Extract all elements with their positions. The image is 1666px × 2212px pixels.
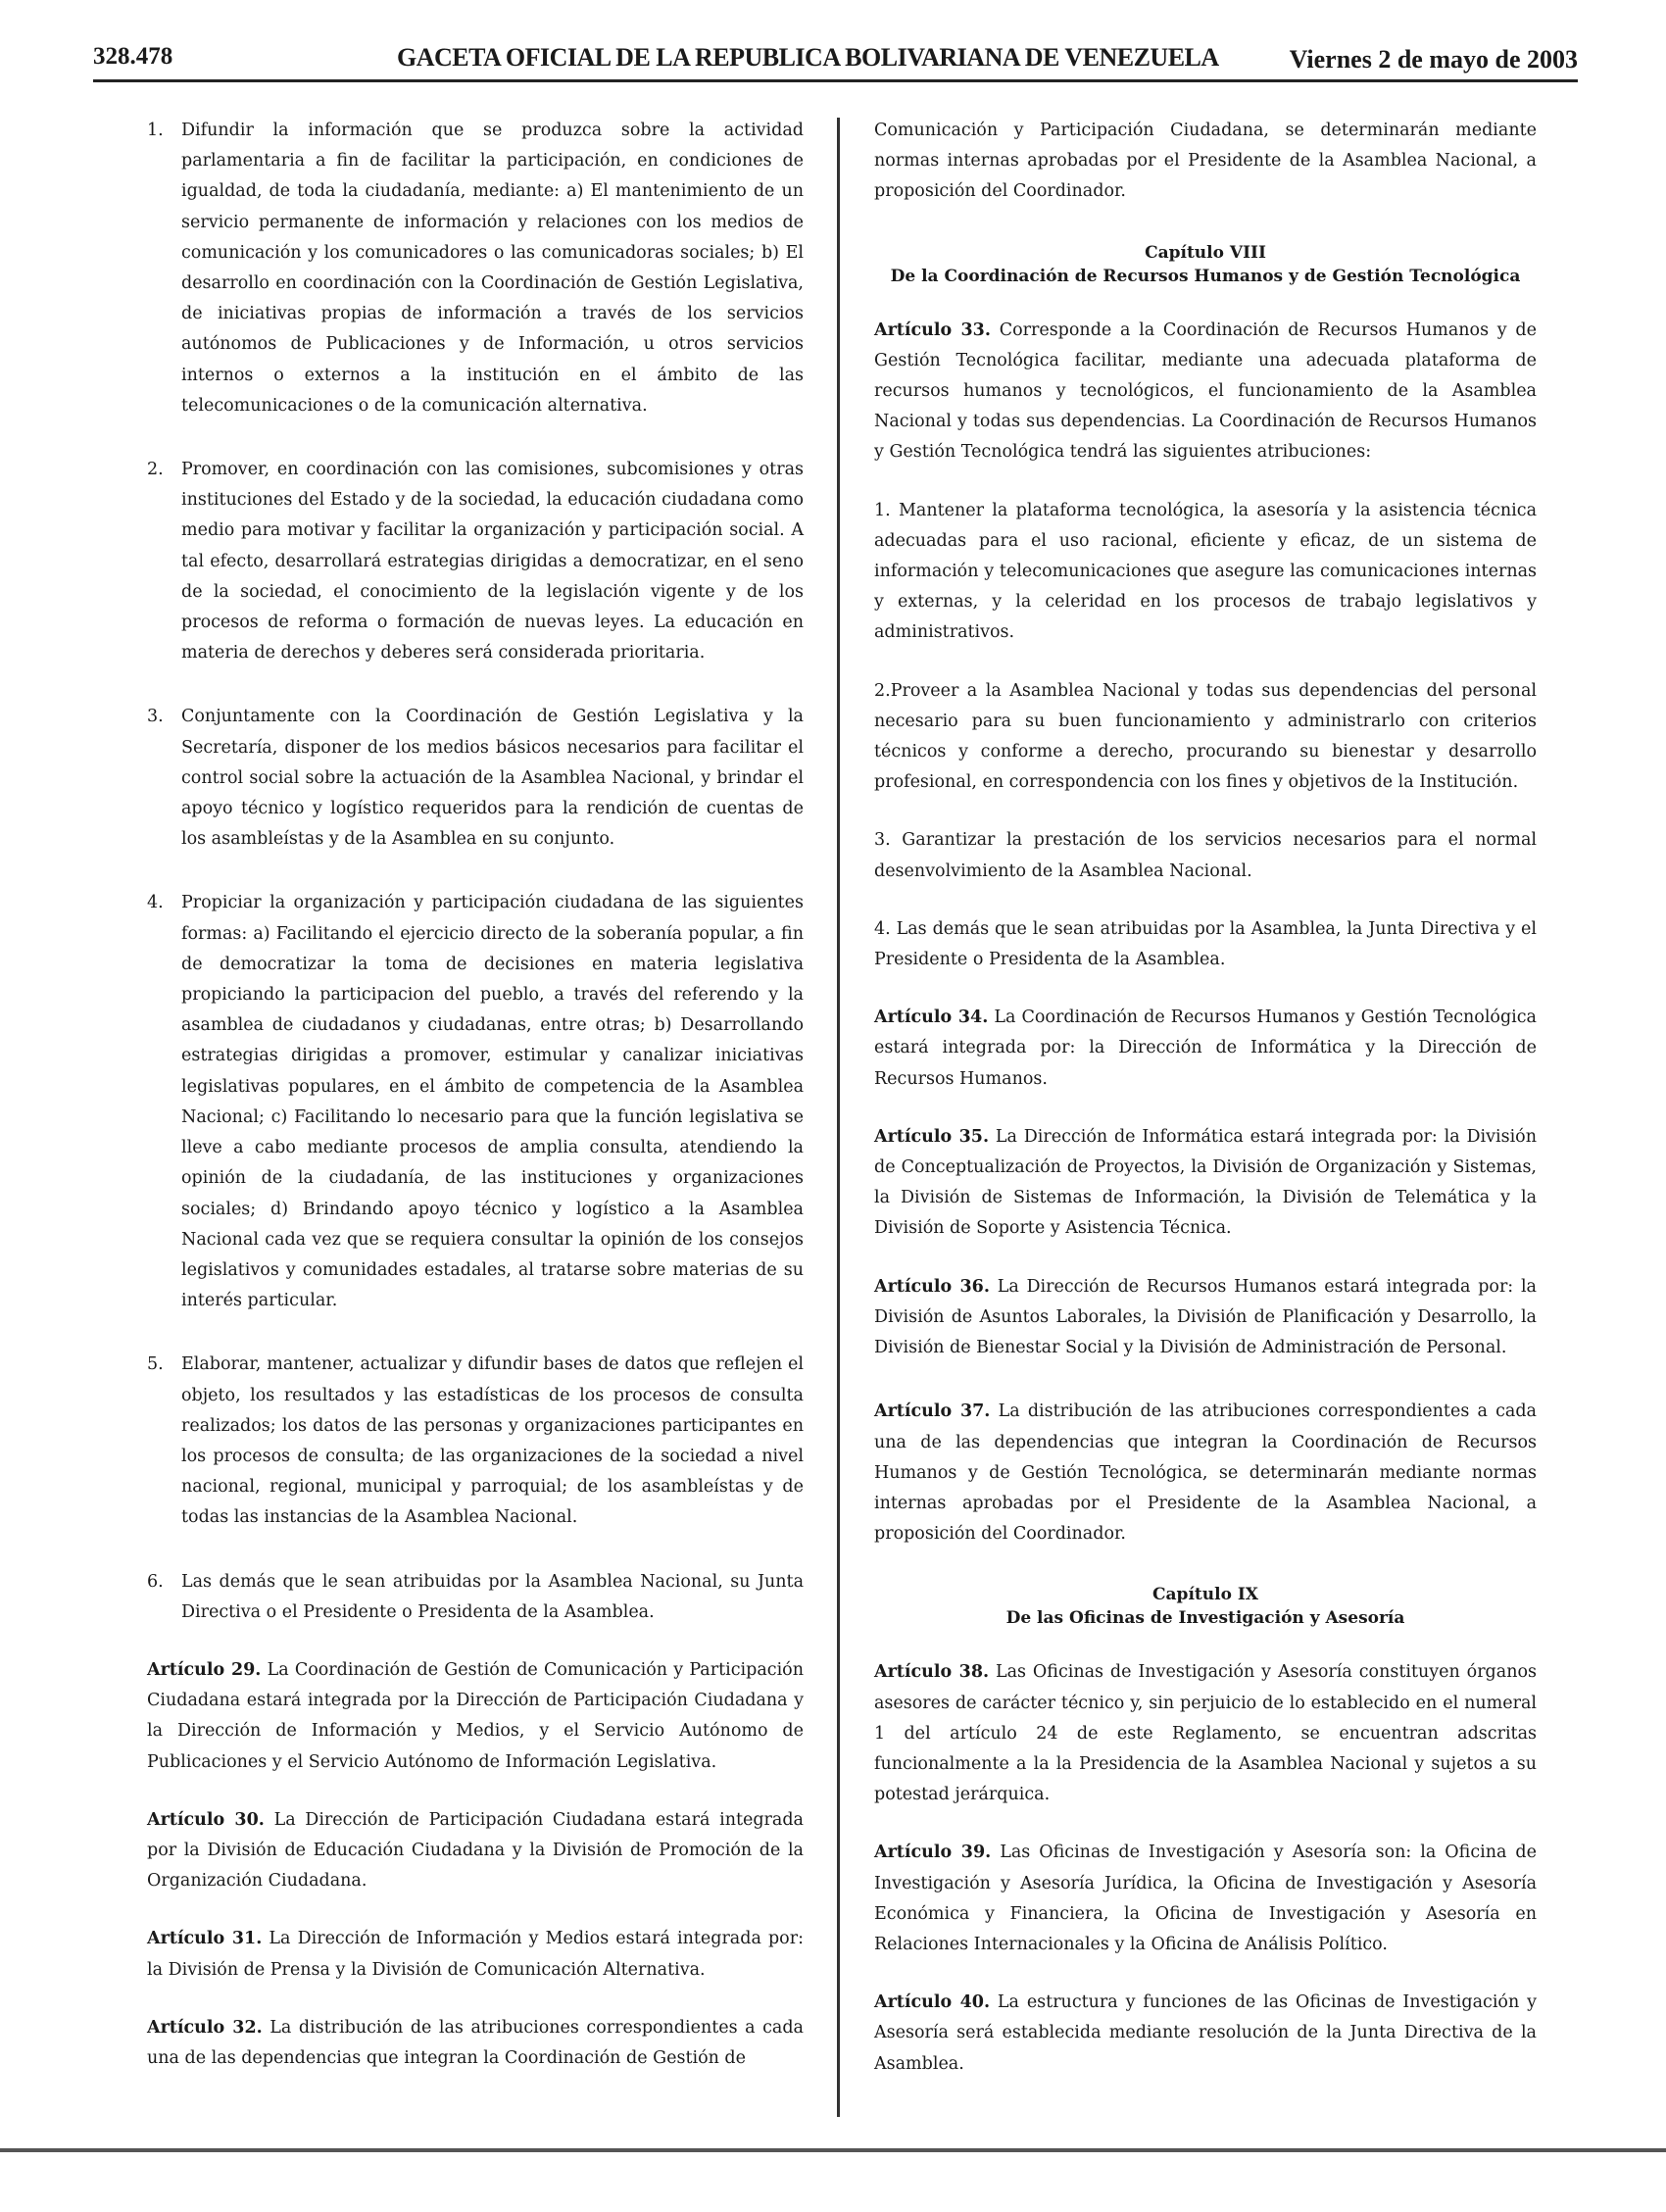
- article-text: La distribución de las atribuciones correspondientes a cada una de las dependencias que integran la Coordinación de Gestión de: [147, 2017, 804, 2068]
- article-36: [874, 1272, 1537, 1364]
- list-item: 3. Garantizar la prestación de los servicios necesarios para el normal desenvolvimiento de la Asamblea Nacional.: [874, 830, 1537, 881]
- article-label: Artículo 33.: [874, 320, 991, 340]
- list-item: 2.Proveer a la Asamblea Nacional y todas sus dependencias del personal necesario para su buen funcionamiento y administrarlo con criterios técnicos y conforme a derecho, procurando su bienestar y desarrollo profesional, en correspondencia con los fines y objetivos de la Institución.: [874, 680, 1537, 793]
- article-label: Artículo 31.: [147, 1929, 263, 1949]
- article-32-continuation: Comunicación y Participación Ciudadana, se determinarán mediante normas internas aprobadas por el Presidente de la Asamblea Nacional, a proposición del Coordinador.: [874, 121, 1537, 202]
- article-34: [874, 1003, 1537, 1095]
- list-item: [147, 702, 804, 855]
- list-item: [147, 1567, 804, 1628]
- gazette-header: [93, 39, 1578, 82]
- left-column: [147, 116, 804, 2074]
- article-text: Las Oficinas de Investigación y Asesoría constituyen órganos asesores de carácter técnico y, sin perjuicio de lo establecido en el numeral 1 del artículo 24 de este Reglamento, se encuentran adscritas funcionalmente a la la Presidencia de la Asamblea Nacional y sujetos a su potestad jerárquica.: [874, 1662, 1537, 1805]
- list-item: [147, 1350, 804, 1533]
- chapter-ix-heading: [874, 1583, 1537, 1630]
- item-text: Propiciar la organización y participación ciudadana de las siguientes formas: a) Facilitando el ejercicio directo de la soberanía popular, a fin de democratizar la toma de decisiones en materia legislativa propiciando la participacion del pueblo, a través del referendo y la asamblea de ciudadanos y ciudadanas, entre otras; b) Desarrollando estrategias dirigidas a promover, estimular y canalizar iniciativas legislativas populares, en el ámbito de competencia de la Asamblea Nacional; c) Facilitando lo necesario para que la función legislativa se lleve a cabo mediante procesos de amplia consulta, atendiendo la opinión de la ciudadanía, de las instituciones y organizaciones sociales; d) Brindando apoyo técnico y logístico a la Asamblea Nacional cada vez que se requiera consultar la opinión de los consejos legislativos y comunidades estadales, al tratarse sobre materias de su interés particular.: [181, 893, 804, 1311]
- article-37: [874, 1397, 1537, 1549]
- article-33: [874, 316, 1537, 468]
- article-40: [874, 1988, 1537, 2080]
- article-label: Artículo 36.: [874, 1276, 990, 1297]
- article-label: Artículo 35.: [874, 1126, 990, 1147]
- article-label: Artículo 32.: [147, 2017, 263, 2038]
- item-number: 2.: [147, 460, 164, 480]
- article-text: Las Oficinas de Investigación y Asesoría son: la Oficina de Investigación y Asesoría Jurídica, la Oficina de Investigación y Asesoría Económica y Financiera, la Oficina de Investigación y Asesoría en Relaciones Internacionales y la Oficina de Análisis Político.: [874, 1843, 1537, 1954]
- article-label: Artículo 37.: [874, 1401, 991, 1422]
- chapter-title: Capítulo VIII: [1145, 242, 1266, 263]
- item-text: Las demás que le sean atribuidas por la Asamblea Nacional, su Junta Directiva o el Presidente o Presidenta de la Asamblea.: [181, 1571, 804, 1622]
- article-label: Artículo 29.: [147, 1659, 262, 1680]
- article-text: La Coordinación de Recursos Humanos y Gestión Tecnológica estará integrada por: la Dirección de Informática y la Dirección de Recursos Humanos.: [874, 1008, 1537, 1089]
- article-label: Artículo 38.: [874, 1662, 990, 1683]
- column-divider: [837, 118, 840, 2117]
- list-item: 1. Mantener la plataforma tecnológica, la asesoría y la asistencia técnica adecuadas para el uso racional, eficiente y eficaz, de un sistema de información y telecomunicaciones que asegure las comunicaciones internas y externas, y la celeridad en los procesos de trabajo legislativos y administrativos.: [874, 500, 1537, 643]
- article-text: La Dirección de Informática estará integrada por: la División de Conceptualización de Proyectos, la División de Organización y Sistemas, la División de Sistemas de Información, la División de Telemática y la División de Soporte y Asistencia Técnica.: [874, 1126, 1537, 1239]
- article-32: [147, 2013, 804, 2074]
- item-number: 5.: [147, 1354, 164, 1375]
- article-label: Artículo 40.: [874, 1992, 991, 2013]
- article-35: [874, 1122, 1537, 1245]
- chapter-subtitle: De las Oficinas de Investigación y Asesoría: [1005, 1608, 1405, 1629]
- list-item: [147, 116, 804, 421]
- article-label: Artículo 34.: [874, 1008, 989, 1028]
- article-label: Artículo 30.: [147, 1809, 265, 1830]
- chapter-subtitle: De la Coordinación de Recursos Humanos y de Gestión Tecnológica: [890, 266, 1521, 286]
- item-text: Elaborar, mantener, actualizar y difundir bases de datos que reflejen el objeto, los resultados y las estadísticas de los procesos de consulta realizados; los datos de las personas y organizaciones participantes en los procesos de consulta; de las organizaciones de la sociedad a nivel nacional, regional, municipal y parroquial; de los asambleístas y de todas las instancias de la Asamblea Nacional.: [181, 1354, 804, 1528]
- article-30: [147, 1805, 804, 1897]
- list-item: 4. Las demás que le sean atribuidas por la Asamblea, la Junta Directiva y el Presidente o Presidenta de la Asamblea.: [874, 918, 1537, 970]
- article-text: La Coordinación de Gestión de Comunicación y Participación Ciudadana estará integrada por la Dirección de Participación Ciudadana y la Dirección de Información y Medios, y el Servicio Autónomo de Publicaciones y el Servicio Autónomo de Información Legislativa.: [147, 1659, 804, 1772]
- item-text: Difundir la información que se produzca sobre la actividad parlamentaria a fin de facilitar la participación, en condiciones de igualdad, de toda la ciudadanía, mediante: a) El mantenimiento de un servicio permanente de información y relaciones con los medios de comunicación y los comunicadores o las comunicadoras sociales; b) El desarrollo en coordinación con la Coordinación de Gestión Legislativa, de iniciativas propias de información a través de los servicios autónomos de Publicaciones y de Información, u otros servicios internos o externos a la institución en el ámbito de las telecomunicaciones o de la comunicación alternativa.: [181, 121, 804, 416]
- item-number: 3.: [147, 707, 164, 727]
- item-text: Promover, en coordinación con las comisiones, subcomisiones y otras instituciones del Estado y de la sociedad, la educación ciudadana como medio para motivar y facilitar la organización y participación social. A tal efecto, desarrollará estrategias dirigidas a democratizar, en el seno de la sociedad, el conocimiento de la legislación vigente y de los procesos de reforma o formación de nuevas leyes. La educación en materia de derechos y deberes será considerada prioritaria.: [181, 460, 804, 664]
- article-text: La Dirección de Información y Medios estará integrada por: la División de Prensa y la División de Comunicación Alternativa.: [147, 1929, 804, 1980]
- article-31: [147, 1924, 804, 1985]
- chapter-title: Capítulo IX: [1152, 1585, 1258, 1605]
- item-number: 6.: [147, 1571, 164, 1592]
- list-item: [147, 888, 804, 1316]
- issue-date: Viernes 2 de mayo de 2003: [1289, 45, 1578, 74]
- article-text: La distribución de las atribuciones correspondientes a cada una de las dependencias que integran la Coordinación de Recursos Humanos y de Gestión Tecnológica, se determinarán mediante normas internas aprobadas por el Presidente de la Asamblea Nacional, a proposición del Coordinador.: [874, 1401, 1537, 1545]
- article-39: [874, 1838, 1537, 1960]
- article-text: La Dirección de Participación Ciudadana estará integrada por la División de Educación Ciudadana y la División de Promoción de la Organización Ciudadana.: [147, 1809, 804, 1892]
- article-text: Corresponde a la Coordinación de Recursos Humanos y de Gestión Tecnológica facilitar, mediante una adecuada plataforma de recursos humanos y tecnológicos, el funcionamiento de la Asamblea Nacional y todas sus dependencias. La Coordinación de Recursos Humanos y Gestión Tecnológica tendrá las siguientes atribuciones:: [874, 320, 1537, 463]
- item-text: Conjuntamente con la Coordinación de Gestión Legislativa y la Secretaría, disponer de los medios básicos necesarios para facilitar el control social sobre la actuación de la Asamblea Nacional, y brindar el apoyo técnico y logístico requeridos para la rendición de cuentas de los asambleístas y de la Asamblea en su conjunto.: [181, 707, 804, 850]
- article-text: La estructura y funciones de las Oficinas de Investigación y Asesoría será establecida mediante resolución de la Junta Directiva de la Asamblea.: [874, 1992, 1537, 2074]
- item-number: 1.: [147, 121, 164, 140]
- article-label: Artículo 39.: [874, 1843, 992, 1863]
- page-bottom-rule: [0, 2148, 1666, 2152]
- article-38: [874, 1657, 1537, 1810]
- right-column: [874, 116, 1537, 2080]
- article-text: La Dirección de Recursos Humanos estará integrada por: la División de Asuntos Laborales, la División de Planificación y Desarrollo, la División de Bienestar Social y la División de Administración de Personal.: [874, 1276, 1537, 1358]
- article-29: [147, 1655, 804, 1778]
- list-item: [147, 455, 804, 668]
- gazette-title: GACETA OFICIAL DE LA REPUBLICA BOLIVARIANA DE VENEZUELA: [397, 43, 1219, 72]
- item-number: 4.: [147, 893, 164, 913]
- chapter-viii-heading: [874, 241, 1537, 288]
- page-number: 328.478: [93, 43, 173, 70]
